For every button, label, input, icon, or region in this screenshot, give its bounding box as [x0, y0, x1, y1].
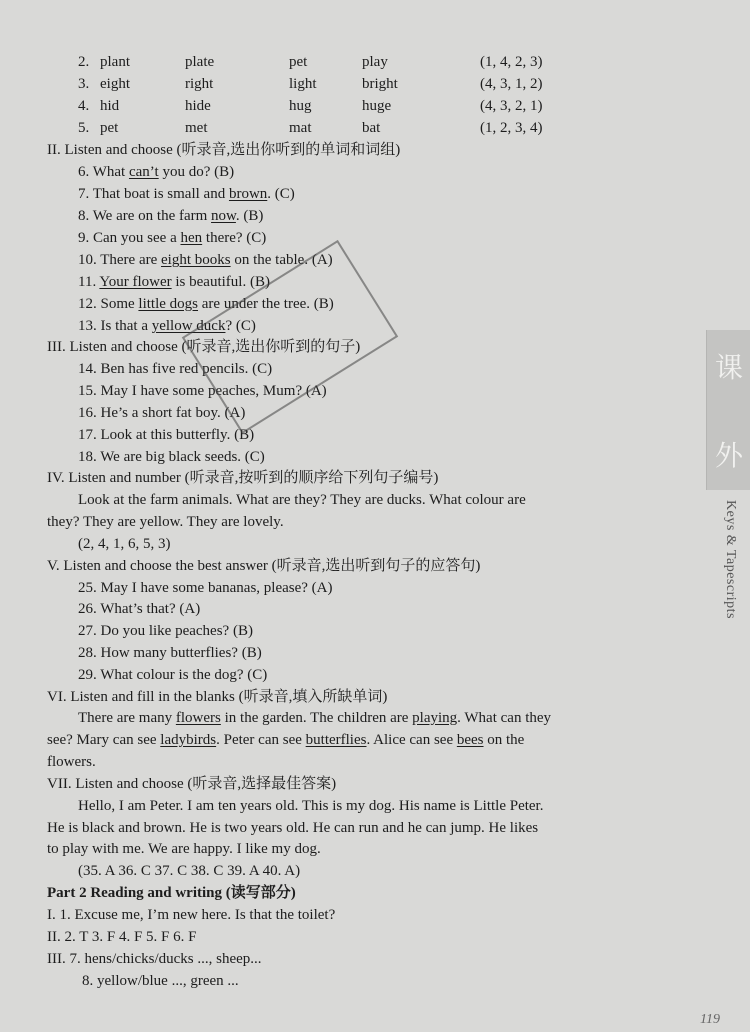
question-item: 11. Your flower is beautiful. (B) [78, 274, 270, 290]
paragraph-line: Hello, I am Peter. I am ten years old. This is my dog. His name is Little Peter. [78, 798, 544, 814]
paragraph-line: they? They are yellow. They are lovely. [47, 514, 284, 530]
section-heading: VII. Listen and choose (听录音,选择最佳答案) [47, 776, 337, 792]
paragraph-line: Look at the farm animals. What are they? They are ducks. What colour are [78, 492, 526, 508]
section-heading: V. Listen and choose the best answer (听录音,选出听到句子的应答句) [47, 558, 481, 574]
question-item: 8. We are on the farm now. (B) [78, 208, 264, 224]
question-item: 29. What colour is the dog? (C) [78, 667, 268, 683]
paragraph-line: see? Mary can see ladybirds. Peter can see butterflies. Alice can see bees on the [47, 732, 525, 748]
question-item: 16. He’s a short fat boy. (A) [78, 405, 246, 421]
question-item: 26. What’s that? (A) [78, 601, 201, 617]
section-heading: II. Listen and choose (听录音,选出你听到的单词和词组) [47, 142, 401, 158]
side-tab-char: 外 [714, 439, 743, 472]
question-item: 14. Ben has five red pencils. (C) [78, 361, 273, 377]
answer-line: 8. yellow/blue ..., green ... [82, 973, 239, 989]
section-heading: VI. Listen and fill in the blanks (听录音,填入所缺单词) [47, 689, 388, 705]
answer-line: III. 7. hens/chicks/ducks ..., sheep... [47, 951, 262, 967]
part-heading: Part 2 Reading and writing (读写部分) [47, 885, 296, 901]
question-item: 12. Some little dogs are under the tree. (B) [78, 296, 334, 312]
question-item: 13. Is that a yellow duck? (C) [78, 318, 256, 334]
answer-line: II. 2. T 3. F 4. F 5. F 6. F [47, 929, 197, 945]
question-item: 18. We are big black seeds. (C) [78, 449, 265, 465]
side-tab [706, 330, 750, 490]
side-tab-char: 课 [714, 351, 743, 384]
answer-line: (35. A 36. C 37. C 38. C 39. A 40. A) [78, 863, 301, 879]
answer-key-page: 2. plant plate pet play (1, 4, 2, 3) 3. eight right light bright (4, 3, 1, 2) 4. hid hide hug huge (4, 3, 2, 1) 5. pet met mat bat (1, 2, 3, 4) II. Listen and choose (听录音,选出你听到的单词和词组) 6. What can’t you do? (B) 7. That boat is small and brown. (C) 8. We are on the farm now. (B) 9. Can you see a hen there? (C) 10. There are eight books on the table. (A) 11. Your flower is beautiful. (B) 12. Some little dogs are under the tree. (B) 13. Is that a yellow duck? (C) III. Listen and choose (听录音,选出你听到的句子) 14. Ben has five red pencils. (C) 15. May I have some peaches, Mum? (A) 16. He’s a short fat boy. (A) 17. Look at this butterfly. (B) 18. We are big black seeds. (C) IV. Listen and number (听录音,按听到的顺序给下列句子编号) Look at the farm animals. What are they? They are ducks. What colour are they? They are yellow. They are lovely. (2, 4, 1, 6, 5, 3) V. Listen and choose the best answer (听录音,选出听到句子的应答句) 25. May I have some bananas, please? (A) 26. What’s that? (A) 27. Do you like peaches? (B) 28. How many butterflies? (B) 29. What colour is the dog? (C) VI. Listen and fill in the blanks (听录音,填入所缺单词) There are many flowers in the garden. The children are playing. What can they see? Mary can see ladybirds. Peter can see butterflies. Alice can see bees on the flowers. VII. Listen and choose (听录音,选择最佳答案) Hello, I am Peter. I am ten years old. This is my dog. His name is Little Peter. He is black and brown. He is two years old. He can run and he can jump. He likes to play with me. We are happy. I like my dog. (35. A 36. C 37. C 38. C 39. A 40. A) Part 2 Reading and writing (读写部分) I. 1. Excuse me, I’m new here. Is that the toilet? II. 2. T 3. F 4. F 5. F 6. F III. 7. hens/chicks/ducks ..., sheep... 8. yellow/blue ..., green ... 课 外 Keys & Tapescripts 119 [0, 0, 750, 1032]
page-number: 119 [700, 1012, 720, 1027]
question-item: 7. That boat is small and brown. (C) [78, 186, 295, 202]
side-label: Keys & Tapescripts [723, 500, 738, 619]
question-item: 10. There are eight books on the table. (A) [78, 252, 333, 268]
question-item: 9. Can you see a hen there? (C) [78, 230, 267, 246]
question-item: 27. Do you like peaches? (B) [78, 623, 253, 639]
section-heading: III. Listen and choose (听录音,选出你听到的句子) [47, 339, 361, 355]
section-heading: IV. Listen and number (听录音,按听到的顺序给下列句子编号) [47, 470, 439, 486]
paragraph-line: flowers. [47, 754, 96, 770]
question-item: 25. May I have some bananas, please? (A) [78, 580, 333, 596]
question-item: 15. May I have some peaches, Mum? (A) [78, 383, 327, 399]
question-item: 17. Look at this butterfly. (B) [78, 427, 255, 443]
question-item: 28. How many butterflies? (B) [78, 645, 262, 661]
answer-line: I. 1. Excuse me, I’m new here. Is that the toilet? [47, 907, 336, 923]
paragraph-line: to play with me. We are happy. I like my dog. [47, 841, 321, 857]
question-item: 6. What can’t you do? (B) [78, 164, 235, 180]
paragraph-line: There are many flowers in the garden. The children are playing. What can they [78, 710, 552, 726]
paragraph-line: He is black and brown. He is two years old. He can run and he can jump. He likes [47, 820, 539, 836]
answer-line: (2, 4, 1, 6, 5, 3) [78, 536, 171, 552]
